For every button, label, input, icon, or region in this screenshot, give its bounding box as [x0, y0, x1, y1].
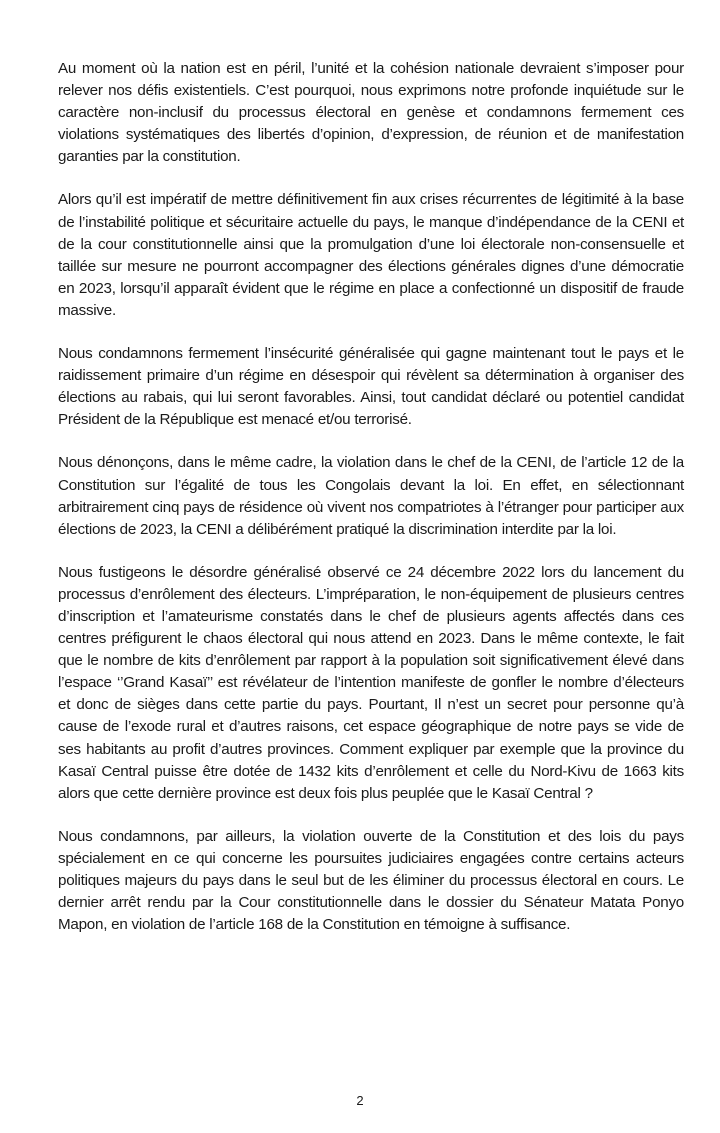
- document-page: [58, 58, 684, 957]
- paragraph-enrollment-disorder: Nous fustigeons le désordre généralisé observé ce 24 décembre 2022 lors du lancement du processus d’enrôlement des électeurs. L’impréparation, le non-équipement de plusieurs centres d’inscription et l’amateurisme constatés dans le chef de plusieurs agents affectés dans ces centres préfigurent le chaos électoral qui nous attend en 2023. Dans le même contexte, le fait que le nombre de kits d’enrôlement par rapport à la population soit significativement élevé dans l’espace ‘’Grand Kasaï’’ est révélateur de l’intention manifeste de gonfler le nombre d’électeurs et donc de sièges dans cette partie du pays. Pourtant, Il n’est un secret pour personne qu’à cause de l’exode rural et d’autres raisons, cet espace géographique de notre pays se vide de ses habitants au profit d’autres provinces. Comment expliquer par exemple que la province du Kasaï Central puisse être dotée de 1432 kits d’enrôlement et celle du Nord-Kivu de 1663 kits alors que cette dernière province est deux fois plus peuplée que le Kasaï Central ?: [58, 563, 684, 802]
- page-number: 2: [356, 1093, 364, 1108]
- paragraph-judicial-prosecutions: Nous condamnons, par ailleurs, la violation ouverte de la Constitution et des lois du pays spécialement en ce qui concerne les poursuites judiciaires engagées contre certains acteurs politiques majeurs du pays dans le seul but de les éliminer du processus électoral en cours. Le dernier arrêt rendu par la Cour constitutionnelle dans le dossier du Sénateur Matata Ponyo Mapon, en violation de l’article 168 de la Constitution en témoigne à suffisance.: [58, 827, 684, 934]
- paragraph-national-unity: Au moment où la nation est en péril, l’unité et la cohésion nationale devraient s’imposer pour relever nos défis existentiels. C’est pourquoi, nous exprimons notre profonde inquiétude sur le caractère non-inclusif du processus électoral en genèse et condamnons fermement ces violations systématiques des libertés d’opinion, d’expression, de réunion et de manifestation garanties par la constitution.: [58, 60, 684, 166]
- paragraph-legitimacy-crisis: Alors qu’il est impératif de mettre définitivement fin aux crises récurrentes de légitimité à la base de l’instabilité politique et sécuritaire actuelle du pays, le manque d’indépendance de la CENI et de la cour constitutionnelle ainsi que la promulgation d’une loi électorale non-consensuelle et taillée sur mesure ne pourront accompagner des élections générales dignes d’une démocratie en 2023, lorsqu’il apparaît évident que le régime en place a confectionné un dispositif de fraude massive.: [58, 191, 684, 319]
- paragraph-insecurity: Nous condamnons fermement l’insécurité généralisée qui gagne maintenant tout le pays et le raidissement primaire d’un régime en désespoir qui révèlent sa détermination à organiser des élections au rabais, qui lui seront favorables. Ainsi, tout candidat déclaré ou potentiel candidat Président de la République est menacé et/ou terrorisé.: [58, 345, 684, 429]
- paragraph-ceni-discrimination: Nous dénonçons, dans le même cadre, la violation dans le chef de la CENI, de l’article 12 de la Constitution sur l’égalité de tous les Congolais devant la loi. En effet, en sélectionnant arbitrairement cinq pays de résidence où vivent nos compatriotes à l’étranger pour participer aux élections de 2023, la CENI a délibérément pratiqué la discrimination interdite par la loi.: [58, 454, 684, 538]
